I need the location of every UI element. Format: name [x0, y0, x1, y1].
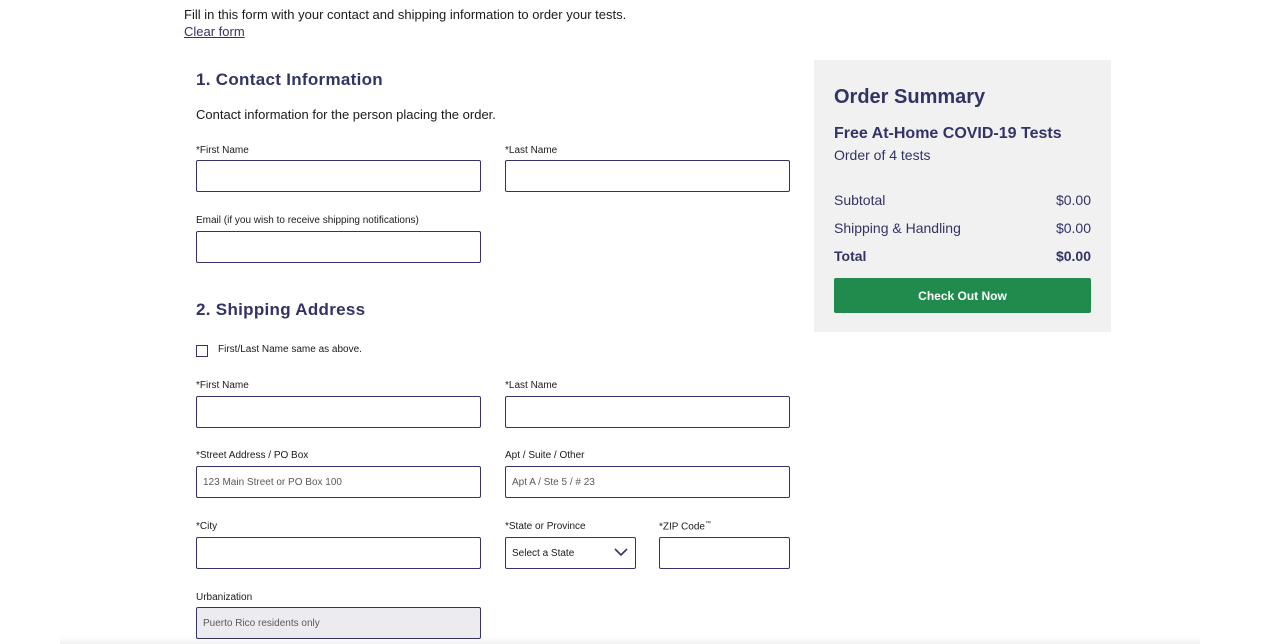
zip-trademark: ™ [704, 521, 711, 527]
contact-description: Contact information for the person placing the order. [196, 107, 496, 122]
same-name-checkbox-label: First/Last Name same as above. [218, 344, 362, 355]
shipping-handling-label: Shipping & Handling [834, 220, 961, 236]
zip-label [659, 521, 711, 532]
city-input[interactable] [196, 537, 481, 569]
urbanization-label: Urbanization [196, 592, 253, 603]
state-select-value: Select a State [512, 547, 575, 559]
subtotal-label: Subtotal [834, 192, 886, 208]
total-label: Total [834, 248, 867, 264]
shipping-last-name-label: *Last Name [505, 380, 558, 391]
street-address-label: *Street Address / PO Box [196, 450, 309, 461]
contact-last-name-label: *Last Name [505, 145, 558, 156]
shipping-last-name-input[interactable] [505, 396, 790, 428]
product-detail: Order of 4 tests [834, 147, 931, 163]
apt-suite-label: Apt / Suite / Other [505, 450, 585, 461]
contact-first-name-label: *First Name [196, 145, 249, 156]
shipping-section-title: 2. Shipping Address [196, 300, 366, 319]
contact-last-name-input[interactable] [505, 160, 790, 192]
city-label: *City [196, 521, 218, 532]
urbanization-input[interactable] [196, 607, 481, 639]
check-out-button[interactable]: Check Out Now [834, 278, 1091, 313]
subtotal-value: $0.00 [1055, 192, 1091, 208]
zip-label-text: *ZIP Code [659, 521, 705, 533]
product-name: Free At-Home COVID-19 Tests [834, 125, 1062, 142]
shipping-first-name-input[interactable] [196, 396, 481, 428]
contact-first-name-input[interactable] [196, 160, 481, 192]
intro-text: Fill in this form with your contact and shipping information to order your tests. [184, 7, 627, 22]
order-summary-title: Order Summary [834, 86, 986, 108]
clear-form-link[interactable]: Clear form [184, 24, 245, 39]
shipping-first-name-label: *First Name [196, 380, 249, 391]
apt-suite-input[interactable] [505, 466, 790, 498]
contact-section-title: 1. Contact Information [196, 70, 383, 89]
contact-email-label: Email (if you wish to receive shipping notifications) [196, 215, 419, 226]
zip-input[interactable] [659, 537, 790, 569]
state-label: *State or Province [505, 521, 586, 532]
same-name-checkbox[interactable] [196, 345, 208, 357]
total-value: $0.00 [1055, 248, 1091, 264]
footer-shadow [60, 636, 1200, 644]
street-address-input[interactable] [196, 466, 481, 498]
chevron-down-icon [614, 547, 628, 560]
shipping-handling-value: $0.00 [1055, 220, 1091, 236]
contact-email-input[interactable] [196, 231, 481, 263]
state-select[interactable] [505, 537, 636, 569]
